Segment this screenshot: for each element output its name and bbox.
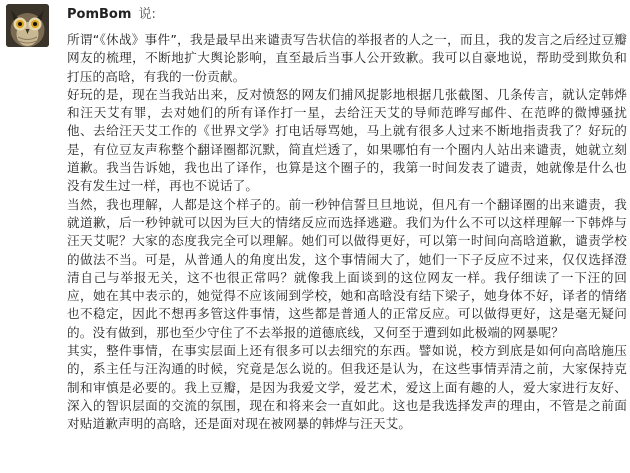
paragraph-2: 好玩的是，现在当我站出来，反对愤怒的网友们捕风捉影地根据几张截图、几条传言，就认定韩烨和汪天艾有罪，去对她们的所有译作打一星，去给汪天艾的导师范晔写邮件、在范晔的微博骚扰他、去给汪天艾工作的《世界文学》打电话辱骂她，马上就有很多人过来不断地指责我了？好玩的是，有位豆友声称整个翻译圈都沉默，简直烂透了，如果哪怕有一个圈内人站出来谴责，她就立刻道歉。我当告诉她，我也出了译作，也算是这个圈子的，我第一时间发表了谴责，她就像是什么也没有发生过一样，再也不说话了。 <box>67 86 627 194</box>
owl-avatar-icon <box>6 4 49 47</box>
username[interactable]: PomBom <box>67 7 132 22</box>
avatar[interactable] <box>6 4 49 47</box>
paragraph-4: 其实，整件事情，在事实层面上还有很多可以去细究的东西。譬如说，校方到底是如何向高晗施压的，系主任与汪沟通的时候，究竟是怎么说的。但我还是认为，在这些事情弄清之前，大家保持克制和审慎是必要的。我上豆瓣，是因为我爱文学，爱艺术，爱这上面有趣的人，爱大家进行友好、深入的智识层面的交流的氛围，现在和将来会一直如此。这也是我选择发声的理由，不管是之前面对贴道歉声明的高晗，还是面对现在被网暴的韩烨与汪天艾。 <box>67 343 627 432</box>
post-header <box>67 7 156 23</box>
said-label: 说: <box>138 7 156 22</box>
post-content <box>67 31 627 434</box>
paragraph-3: 当然，我也理解，人都是这个样子的。前一秒钟信誓旦旦地说，但凡有一个翻译圈的出来谴责，我就道歉，后一秒钟就可以因为巨大的情绪反应而选择逃避。我们为什么不可以这样理解一下韩烨与汪天艾呢？大家的态度我完全可以理解。她们可以做得更好，可以第一时间向高晗道歉，谴责学校的做法不当。可是，从普通人的角度出发，这个事情闹大了，她们一下子反应不过来，仅仅选择澄清自己与举报无关，这不也很正常吗？就像我上面谈到的这位网友一样。我仔细读了一下汪的回应，她在其中表示的，她觉得不应该闹到学校，她和高晗没有结下梁子，她身体不好，译者的情绪也不稳定，因此不想再多管这件事情，这些都是普通人的正常反应。可以做得更好，这是毫无疑问的。没有做到，那也至少守住了不去举报的道德底线，又何至于遭到如此极端的网暴呢？ <box>67 196 627 340</box>
paragraph-1: 所谓“《休战》事件”，我是最早出来谴责写告状信的举报者的人之一，而且，我的发言之后经过豆瓣网友的梳理，不断地扩大舆论影响，直至最后当事人公开致歉。我可以自豪地说，帮助受到欺负和打压的高晗，有我的一份贡献。 <box>67 32 627 84</box>
